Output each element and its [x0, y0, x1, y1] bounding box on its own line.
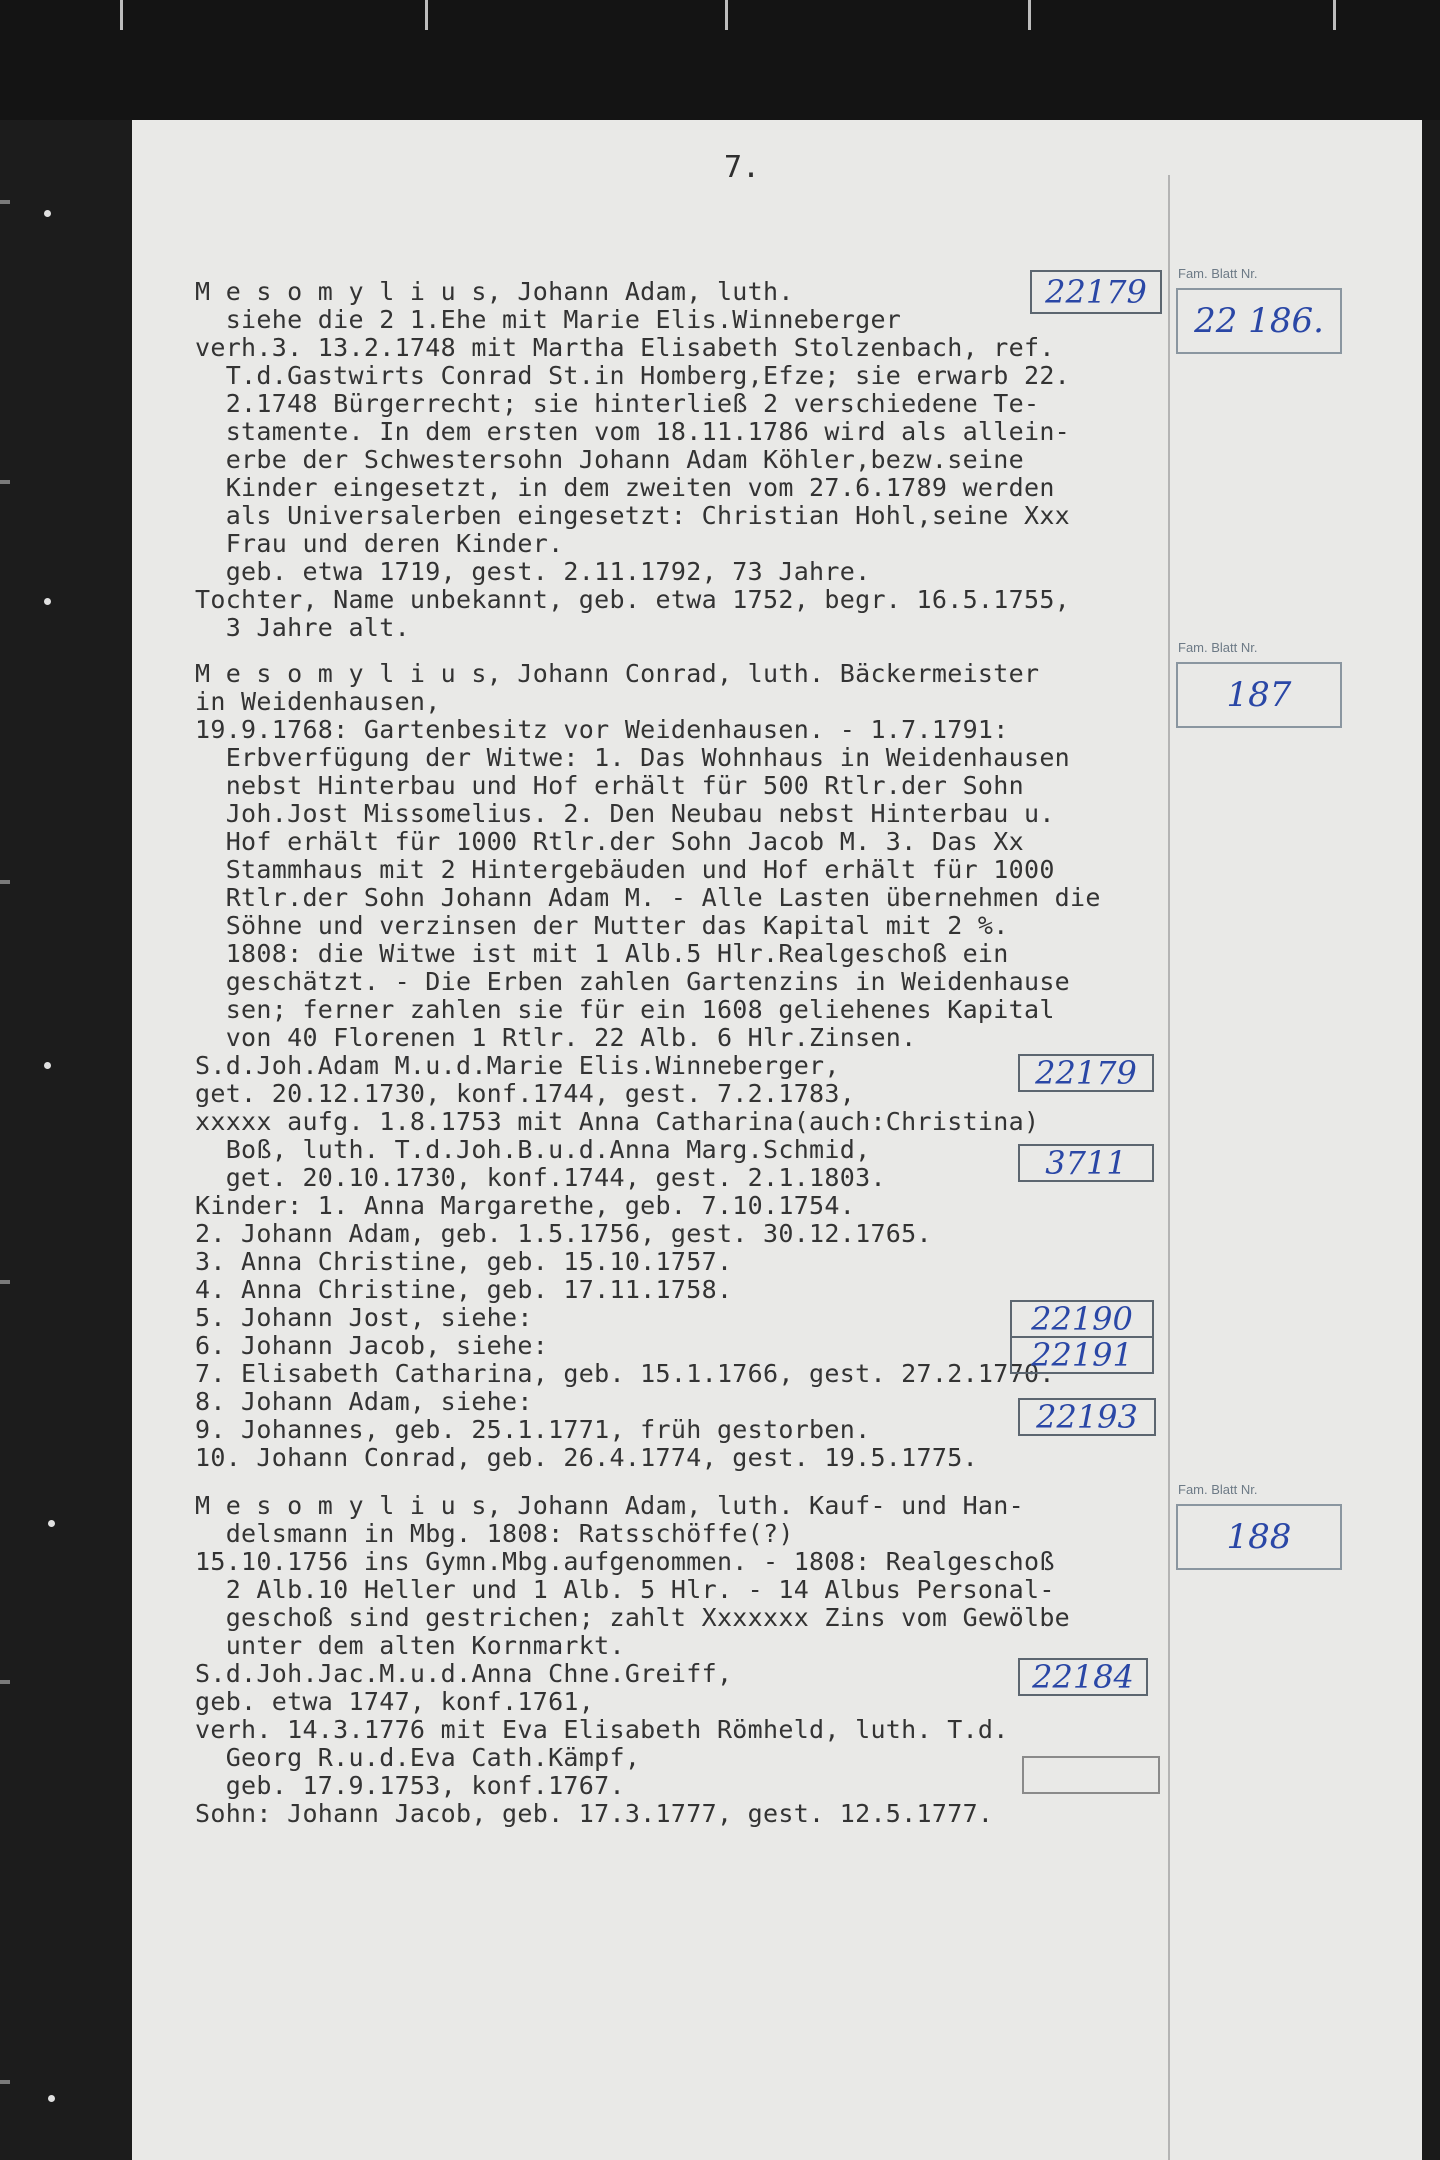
text-line: xxxxx aufg. 1.8.1753 mit Anna Catharina(auch:Christina) [195, 1107, 1040, 1136]
edge-mark [0, 480, 10, 484]
text-line: 8. Johann Adam, siehe: [195, 1387, 533, 1416]
text-line: nebst Hinterbau und Hof erhält für 500 Rtlr.der Sohn [195, 771, 1024, 800]
ruler-tick [1333, 0, 1336, 30]
text-line: 1808: die Witwe ist mit 1 Alb.5 Hlr.Realgeschoß ein [195, 939, 1009, 968]
ruler-tick [1028, 0, 1031, 30]
hole-punch-mark [44, 210, 51, 217]
text-line: stamente. In dem ersten vom 18.11.1786 wird als allein- [195, 417, 1071, 446]
fam-blatt-number-box: 22 186. [1176, 288, 1342, 354]
text-line: Stammhaus mit 2 Hintergebäuden und Hof erhält für 1000 [195, 855, 1055, 884]
reference-number-box [1022, 1756, 1160, 1794]
text-line: geschoß sind gestrichen; zahlt Xxxxxxx Zins vom Gewölbe [195, 1603, 1071, 1632]
text-line: S.d.Joh.Adam M.u.d.Marie Elis.Winneberger, [195, 1051, 840, 1080]
text-line: S.d.Joh.Jac.M.u.d.Anna Chne.Greiff, [195, 1659, 733, 1688]
entry-heading: M e s o m y l i u s, Johann Adam, luth. Kauf- und Han- [195, 1491, 1024, 1520]
text-line: 2. Johann Adam, geb. 1.5.1756, gest. 30.12.1765. [195, 1219, 932, 1248]
text-line: Joh.Jost Missomelius. 2. Den Neubau nebst Hinterbau u. [195, 799, 1055, 828]
text-line: geschätzt. - Die Erben zahlen Gartenzins in Weidenhause [195, 967, 1071, 996]
reference-number-box: 3711 [1018, 1144, 1154, 1182]
edge-mark [0, 2080, 10, 2084]
text-line: delsmann in Mbg. 1808: Ratsschöffe(?) [195, 1519, 794, 1548]
hole-punch-mark [48, 2095, 55, 2102]
text-line: 15.10.1756 ins Gymn.Mbg.aufgenommen. - 1808: Realgeschoß [195, 1547, 1055, 1576]
hole-punch-mark [44, 1062, 51, 1069]
edge-mark [0, 1280, 10, 1284]
fam-blatt-label: Fam. Blatt Nr. [1178, 1482, 1258, 1497]
text-line: erbe der Schwestersohn Johann Adam Köhler,bezw.seine [195, 445, 1024, 474]
text-line: Rtlr.der Sohn Johann Adam M. - Alle Lasten übernehmen die [195, 883, 1101, 912]
text-line: get. 20.10.1730, konf.1744, gest. 2.1.1803. [195, 1163, 886, 1192]
reference-number-box: 22179 [1018, 1054, 1154, 1092]
reference-number-box: 22184 [1018, 1658, 1148, 1696]
text-line: siehe die 2 1.Ehe mit Marie Elis.Winneberger [195, 305, 902, 334]
text-line: Tochter, Name unbekannt, geb. etwa 1752, begr. 16.5.1755, [195, 585, 1071, 614]
text-line: 3 Jahre alt. [195, 613, 410, 642]
text-line: Georg R.u.d.Eva Cath.Kämpf, [195, 1743, 641, 1772]
text-line: 7. Elisabeth Catharina, geb. 15.1.1766, gest. 27.2.1770. [195, 1359, 1055, 1388]
text-line: Boß, luth. T.d.Joh.B.u.d.Anna Marg.Schmid, [195, 1135, 871, 1164]
entry-heading: M e s o m y l i u s, Johann Adam, luth. [195, 277, 794, 306]
text-line: Sohn: Johann Jacob, geb. 17.3.1777, gest. 12.5.1777. [195, 1799, 994, 1828]
edge-mark [0, 200, 10, 204]
reference-number-box: 22191 [1010, 1336, 1154, 1374]
entry-heading: M e s o m y l i u s, Johann Conrad, luth. Bäckermeister [195, 659, 1040, 688]
reference-number-box: 22179 [1030, 270, 1162, 314]
text-line: 6. Johann Jacob, siehe: [195, 1331, 549, 1360]
page-number: 7. [723, 150, 761, 185]
fam-blatt-number-box: 187 [1176, 662, 1342, 728]
text-line: Kinder eingesetzt, in dem zweiten vom 27.6.1789 werden [195, 473, 1055, 502]
hole-punch-mark [48, 1520, 55, 1527]
text-line: 5. Johann Jost, siehe: [195, 1303, 533, 1332]
text-line: get. 20.12.1730, konf.1744, gest. 7.2.1783, [195, 1079, 856, 1108]
text-line: Frau und deren Kinder. [195, 529, 564, 558]
text-line: 2 Alb.10 Heller und 1 Alb. 5 Hlr. - 14 Albus Personal- [195, 1575, 1055, 1604]
text-line: unter dem alten Kornmarkt. [195, 1631, 625, 1660]
text-line: geb. 17.9.1753, konf.1767. [195, 1771, 625, 1800]
ruler-tick [120, 0, 123, 30]
scanner-top-band [0, 0, 1440, 120]
text-line: geb. etwa 1747, konf.1761, [195, 1687, 595, 1716]
hole-punch-mark [44, 598, 51, 605]
edge-mark [0, 1680, 10, 1684]
scanner-left-band [0, 120, 132, 2160]
text-line: 2.1748 Bürgerrecht; sie hinterließ 2 verschiedene Te- [195, 389, 1040, 418]
text-line: T.d.Gastwirts Conrad St.in Homberg,Efze; sie erwarb 22. [195, 361, 1071, 390]
text-line: 4. Anna Christine, geb. 17.11.1758. [195, 1275, 733, 1304]
edge-mark [0, 880, 10, 884]
text-line: sen; ferner zahlen sie für ein 1608 geliehenes Kapital [195, 995, 1055, 1024]
text-line: Kinder: 1. Anna Margarethe, geb. 7.10.1754. [195, 1191, 856, 1220]
text-line: Hof erhält für 1000 Rtlr.der Sohn Jacob M. 3. Das Xx [195, 827, 1024, 856]
text-line: in Weidenhausen, [195, 687, 441, 716]
fam-blatt-label: Fam. Blatt Nr. [1178, 640, 1258, 655]
text-line: 19.9.1768: Gartenbesitz vor Weidenhausen. - 1.7.1791: [195, 715, 1009, 744]
reference-number-box: 22190 [1010, 1300, 1154, 1338]
text-line: 3. Anna Christine, geb. 15.10.1757. [195, 1247, 733, 1276]
text-line: Söhne und verzinsen der Mutter das Kapital mit 2 %. [195, 911, 1009, 940]
fam-blatt-number-box: 188 [1176, 1504, 1342, 1570]
text-line: von 40 Florenen 1 Rtlr. 22 Alb. 6 Hlr.Zinsen. [195, 1023, 917, 1052]
text-line: 10. Johann Conrad, geb. 26.4.1774, gest. 19.5.1775. [195, 1443, 978, 1472]
text-line: verh. 14.3.1776 mit Eva Elisabeth Römheld, luth. T.d. [195, 1715, 1009, 1744]
reference-number-box: 22193 [1018, 1398, 1156, 1436]
margin-divider [1168, 175, 1170, 2160]
ruler-tick [425, 0, 428, 30]
fam-blatt-label: Fam. Blatt Nr. [1178, 266, 1258, 281]
text-line: verh.3. 13.2.1748 mit Martha Elisabeth Stolzenbach, ref. [195, 333, 1055, 362]
text-line: 9. Johannes, geb. 25.1.1771, früh gestorben. [195, 1415, 871, 1444]
ruler-tick [725, 0, 728, 30]
text-line: geb. etwa 1719, gest. 2.11.1792, 73 Jahre. [195, 557, 871, 586]
document-page [132, 120, 1422, 2160]
text-line: Erbverfügung der Witwe: 1. Das Wohnhaus in Weidenhausen [195, 743, 1071, 772]
text-line: als Universalerben eingesetzt: Christian Hohl,seine Xxx [195, 501, 1071, 530]
